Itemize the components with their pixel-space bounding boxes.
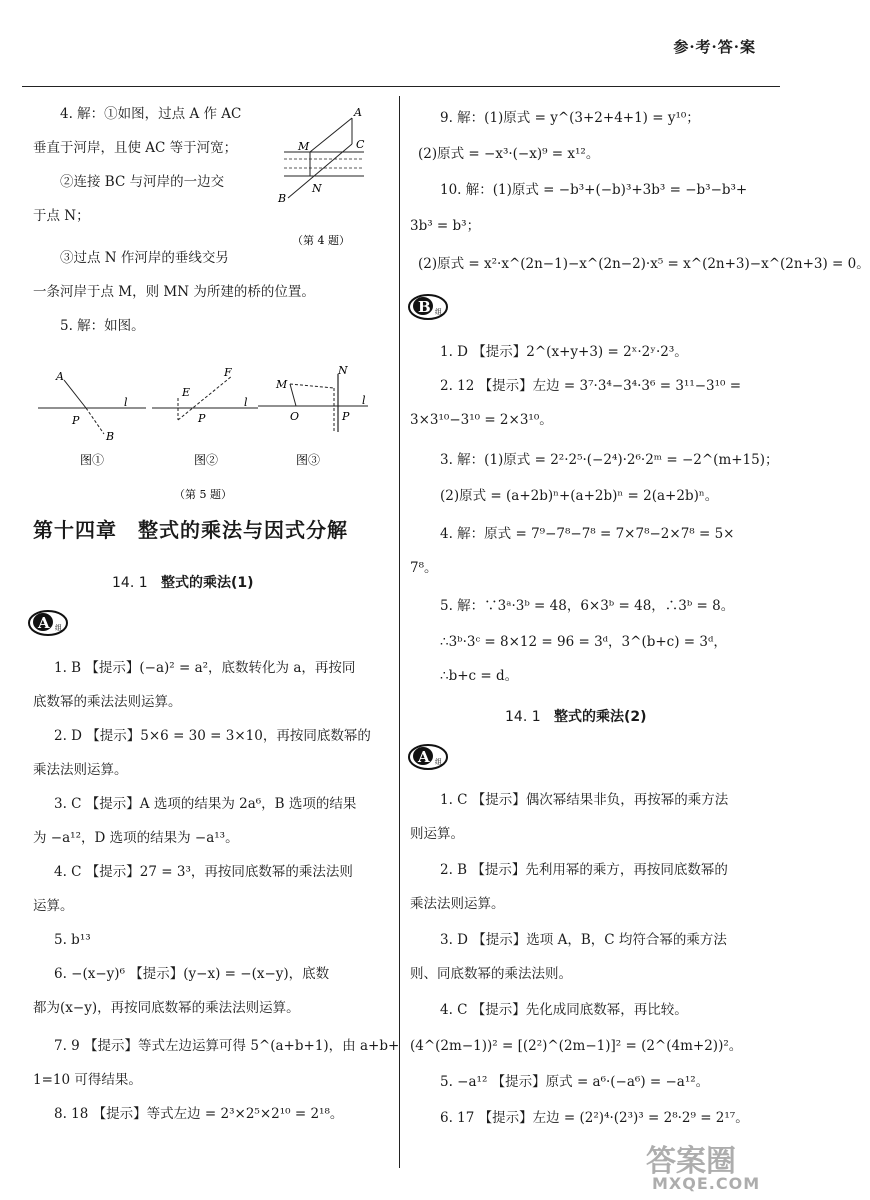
svg-text:l: l	[124, 396, 128, 409]
watermark-url: MXQE.COM	[652, 1174, 761, 1193]
q5-figures	[28, 360, 378, 505]
c2-line-1: 2. B 【提示】先利用幂的乘方，再按同底数幂的	[440, 862, 728, 878]
a7-line-2: 1=10 可得结果。	[33, 1072, 142, 1088]
svg-text:O: O	[290, 410, 300, 423]
q4-line-3: ②连接 BC 与河岸的一边交	[60, 174, 225, 190]
a5-line-1: 5. b¹³	[54, 932, 91, 948]
c5-line-1: 5. −a¹² 【提示】原式 = a⁶·(−a⁶) = −a¹²。	[440, 1074, 710, 1090]
q5-caption: （第 5 题）	[174, 488, 232, 501]
c1-line-2: 则运算。	[410, 826, 464, 842]
r9-line-1: 9. 解：(1)原式 = y^(3+2+4+1) = y¹⁰；	[440, 110, 700, 126]
svg-text:P: P	[198, 412, 206, 425]
b4-line-2: 7⁸。	[410, 560, 438, 576]
c4-line-2: (4^(2m−1))² = [(2²)^(2m−1)]² = (2^(4m+2))²。	[410, 1038, 743, 1054]
b2-line-2: 3×3¹⁰−3¹⁰ = 2×3¹⁰。	[410, 412, 553, 428]
b3-line-2: (2)原式 = (a+2b)ⁿ+(a+2b)ⁿ = 2(a+2b)ⁿ。	[440, 488, 719, 504]
svg-text:B: B	[106, 430, 115, 443]
svg-text:l: l	[362, 394, 366, 407]
label-n: N	[312, 182, 322, 195]
r10-line-1: 10. 解：(1)原式 = −b³+(−b)³+3b³ = −b³−b³+	[440, 182, 748, 198]
svg-text:E: E	[182, 386, 191, 399]
header-rule	[22, 86, 780, 87]
page-header-title: 参·考·答·案	[673, 38, 756, 56]
c1-line-1: 1. C 【提示】偶次幂结果非负，再按幂的乘方法	[440, 792, 729, 808]
c2-line-2: 乘法法则运算。	[410, 896, 505, 912]
segment-am	[310, 118, 352, 152]
label-a: A	[354, 106, 362, 119]
a1-line-2: 底数幂的乘法法则运算。	[33, 694, 182, 710]
b3-line-1: 3. 解：(1)原式 = 2²·2⁵·(−2⁴)·2⁶·2ᵐ = −2^(m+15)；	[440, 452, 779, 468]
b5-line-1: 5. 解：∵3ᵃ·3ᵇ = 48，6×3ᵇ = 48，∴3ᵇ = 8。	[440, 598, 735, 614]
svg-text:组: 组	[435, 308, 442, 316]
chapter-title: 第十四章 整式的乘法与因式分解	[33, 518, 348, 542]
a4-line-2: 运算。	[33, 898, 74, 914]
watermark-logo	[642, 1136, 792, 1196]
watermark-text: 答案圈	[646, 1144, 736, 1179]
column-divider	[399, 96, 400, 1168]
r9-line-2: (2)原式 = −x³·(−x)⁹ = x¹²。	[418, 146, 600, 162]
a4-line-1: 4. C 【提示】27 = 3³，再按同底数幂的乘法法则	[54, 864, 353, 880]
r10-line-2: 3b³ = b³；	[410, 218, 481, 234]
label-b: B	[278, 192, 287, 205]
a6-line-1: 6. −(x−y)⁶ 【提示】(y−x) = −(x−y)，底数	[54, 966, 330, 982]
q4-figure	[272, 104, 372, 254]
q4-line-6: 一条河岸于点 M，则 MN 为所建的桥的位置。	[33, 284, 315, 300]
q4-line-2: 垂直于河岸，且使 AC 等于河宽；	[33, 140, 238, 156]
section-14-1-1: 14. 1 整式的乘法(1)	[112, 575, 254, 591]
label-c: C	[356, 138, 365, 151]
a2-line-2: 乘法法则运算。	[33, 762, 128, 778]
c3-line-2: 则、同底数幂的乘法法则。	[410, 966, 572, 982]
q4-line-1: 4. 解：①如图，过点 A 作 AC	[60, 106, 242, 122]
b5-line-2: ∴3ᵇ·3ᶜ = 8×12 = 96 = 3ᵈ，3^(b+c) = 3ᵈ，	[440, 634, 727, 650]
fig1-caption: 图①	[80, 453, 105, 467]
b5-line-3: ∴b+c = d。	[440, 668, 519, 684]
svg-text:组: 组	[435, 758, 442, 766]
group-a-badge	[28, 610, 68, 636]
section-14-1-2: 14. 1 整式的乘法(2)	[505, 709, 647, 725]
label-m: M	[298, 140, 310, 153]
svg-text:A: A	[38, 614, 50, 632]
svg-text:A: A	[56, 370, 64, 383]
b4-line-1: 4. 解：原式 = 7⁹−7⁸−7⁸ = 7×7⁸−2×7⁸ = 5×	[440, 526, 735, 542]
r10-line-3: (2)原式 = x²·x^(2n−1)−x^(2n−2)·x⁵ = x^(2n+3)−x^(2n+3) = 0。	[418, 256, 870, 272]
a3-line-2: 为 −a¹²，D 选项的结果为 −a¹³。	[33, 830, 239, 846]
a6-line-2: 都为(x−y)，再按同底数幂的乘法法则运算。	[33, 1000, 300, 1016]
svg-text:l: l	[244, 396, 248, 409]
svg-text:F: F	[224, 366, 232, 379]
a2-line-1: 2. D 【提示】5×6 = 30 = 3×10，再按同底数幂的	[54, 728, 371, 744]
c4-line-1: 4. C 【提示】先化成同底数幂，再比较。	[440, 1002, 688, 1018]
svg-text:M: M	[276, 378, 288, 391]
group-b-badge	[408, 294, 448, 320]
a8-line-1: 8. 18 【提示】等式左边 = 2³×2⁵×2¹⁰ = 2¹⁸。	[54, 1106, 344, 1122]
q4-caption: （第 4 题）	[292, 234, 350, 247]
svg-text:N: N	[338, 364, 348, 377]
q5-line-1: 5. 解：如图。	[60, 318, 145, 334]
fig3-caption: 图③	[296, 453, 321, 467]
svg-text:组: 组	[55, 624, 62, 632]
b1-line-1: 1. D 【提示】2^(x+y+3) = 2ˣ·2ʸ·2³。	[440, 344, 688, 360]
a3-line-1: 3. C 【提示】A 选项的结果为 2a⁶，B 选项的结果	[54, 796, 357, 812]
a7-line-1: 7. 9 【提示】等式左边运算可得 5^(a+b+1)，由 a+b+	[54, 1038, 400, 1054]
q4-line-4: 于点 N；	[33, 208, 90, 224]
c6-line-1: 6. 17 【提示】左边 = (2²)⁴·(2³)³ = 2⁸·2⁹ = 2¹⁷。	[440, 1110, 749, 1126]
svg-text:P: P	[342, 410, 350, 423]
svg-text:A: A	[418, 748, 430, 766]
b2-line-1: 2. 12 【提示】左边 = 3⁷·3⁴−3⁴·3⁶ = 3¹¹−3¹⁰ =	[440, 378, 742, 394]
svg-text:P: P	[72, 414, 80, 427]
svg-text:B: B	[418, 298, 431, 316]
a1-line-1: 1. B 【提示】(−a)² = a²，底数转化为 a，再按同	[54, 660, 356, 676]
q4-line-5: ③过点 N 作河岸的垂线交另	[60, 250, 229, 266]
fig2-caption: 图②	[194, 453, 219, 467]
c3-line-1: 3. D 【提示】选项 A，B，C 均符合幂的乘方法	[440, 932, 727, 948]
group-a2-badge	[408, 744, 448, 770]
